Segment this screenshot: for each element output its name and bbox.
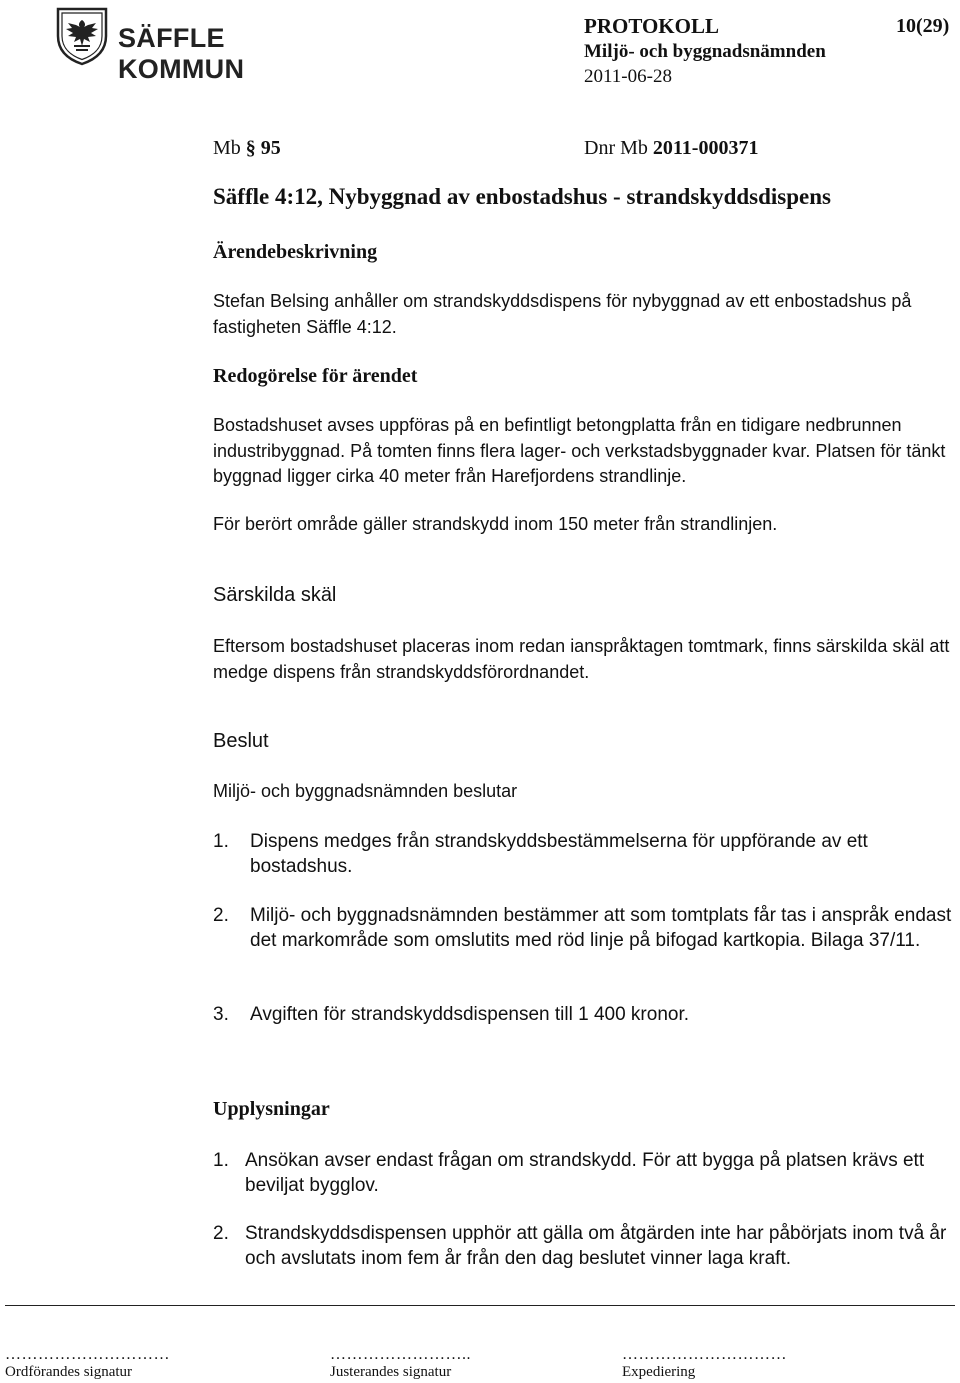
list-text: Avgiften för strandskyddsdispensen till 1 400 kronor.: [250, 1004, 690, 1025]
coat-of-arms-icon: [54, 6, 110, 66]
list-number: 1.: [213, 831, 229, 852]
case-title: Säffle 4:12, Nybyggnad av enbostadshus - strandskyddsdispens: [213, 184, 831, 209]
document-type: PROTOKOLL: [584, 14, 719, 38]
redogorelse-text: Bostadshuset avses uppföras på en befintligt betongplatta från en tidigare nedbrunnen industribyggnad. På tomten finns flera lager- och verkstadsbyggnader kvar. Platsen för tänkt byggnad ligger cirka 40 meter från Harefjordens strandlinje.: [213, 415, 946, 486]
case-dnr-prefix: Dnr Mb: [584, 137, 648, 159]
case-paragraph: [213, 137, 281, 160]
list-text: Ansökan avser endast frågan om strandskydd. För att bygga på platsen krävs ett beviljat bygglov.: [245, 1150, 925, 1196]
document-date: 2011-06-28: [584, 66, 672, 87]
footer-divider: [5, 1305, 955, 1306]
heading-beslut: Beslut: [213, 730, 269, 752]
list-number: 2.: [213, 1223, 229, 1244]
list-number: 1.: [213, 1150, 229, 1171]
list-number: 2.: [213, 905, 229, 926]
signature-line-chairman: …………………………: [5, 1346, 170, 1363]
redogorelse-text-2: För berört område gäller strandskydd inom 150 meter från strandlinjen.: [213, 514, 778, 534]
signature-line-dispatch: …………………………: [622, 1346, 787, 1363]
list-text: Strandskyddsdispensen upphör att gälla om åtgärden inte har påbörjats inom två år och avslutats inom fem år från den dag beslutet vinner laga kraft.: [245, 1223, 947, 1269]
heading-sarskilda-skal: Särskilda skäl: [213, 584, 337, 606]
heading-upplysningar: Upplysningar: [213, 1098, 330, 1120]
case-dnr: [584, 137, 758, 160]
logo-text: SÄFFLE KOMMUN: [118, 23, 245, 84]
list-text: Dispens medges från strandskyddsbestämmelserna för uppförande av ett bostadshus.: [250, 831, 868, 877]
municipality-logo: [54, 6, 354, 84]
arendebeskrivning-text: Stefan Belsing anhåller om strandskyddsdispens för nybyggnad av ett enbostadshus på fastigheten Säffle 4:12.: [213, 291, 912, 337]
heading-redogorelse: Redogörelse för ärendet: [213, 365, 418, 387]
sarskilda-text: Eftersom bostadshuset placeras inom redan ianspråktagen tomtmark, finns särskilda skäl att medge dispens från strandskyddsförordnandet.: [213, 636, 950, 682]
heading-arendebeskrivning: Ärendebeskrivning: [213, 241, 378, 263]
case-mb-number: § 95: [245, 137, 281, 159]
board-name: Miljö- och byggnadsnämnden: [584, 41, 826, 62]
case-dnr-number: 2011-000371: [652, 137, 759, 159]
signature-label-chairman: Ordförandes signatur: [5, 1364, 133, 1380]
signature-label-dispatch: Expediering: [622, 1364, 696, 1380]
case-mb-prefix: Mb: [213, 137, 241, 159]
beslut-intro: Miljö- och byggnadsnämnden beslutar: [213, 781, 518, 801]
page-number: 10(29): [896, 15, 950, 37]
list-text: Miljö- och byggnadsnämnden bestämmer att som tomtplats får tas i anspråk endast det markområde som omslutits med röd linje på bifogad kartkopia. Bilaga 37/11.: [250, 905, 952, 951]
signature-line-adjuster: ……………………..: [330, 1346, 471, 1363]
signature-label-adjuster: Justerandes signatur: [330, 1364, 452, 1380]
list-number: 3.: [213, 1004, 229, 1025]
